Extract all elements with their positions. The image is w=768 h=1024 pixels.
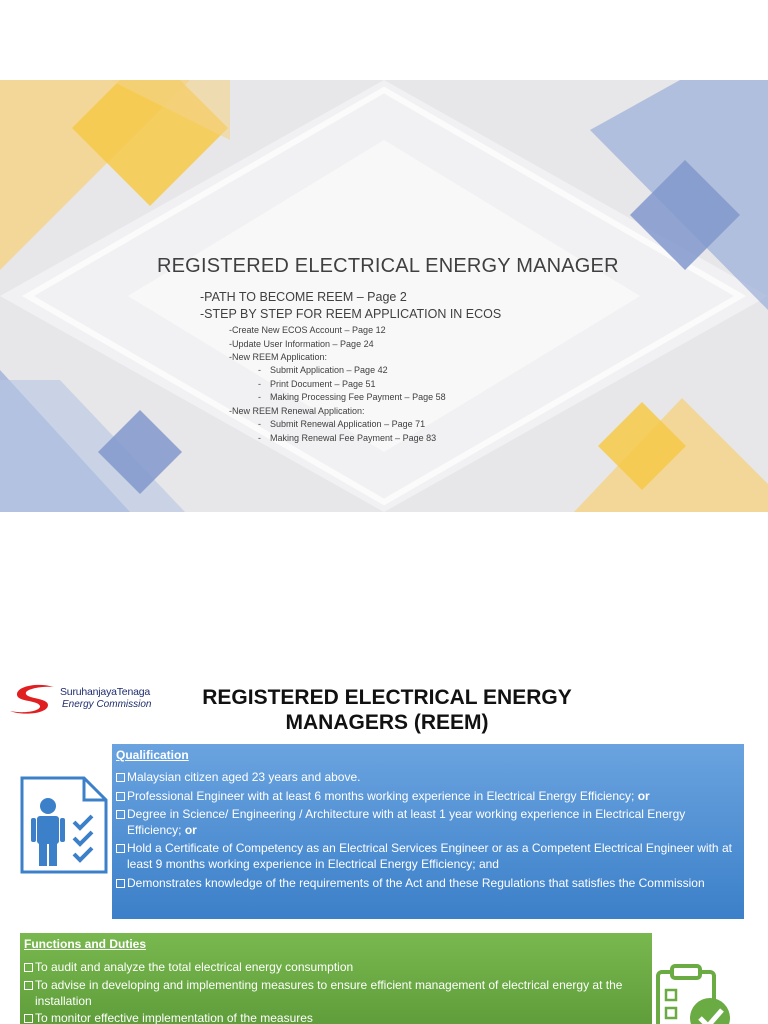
logo-swoosh-icon (8, 682, 60, 716)
qualification-item: Demonstrates knowledge of the requirements of the Act and these Regulations that satisfies the Commission (116, 876, 727, 892)
function-item: To advise in developing and implementing measures to ensure efficient management of electrical energy at the installation (24, 978, 651, 1009)
sub-item-new-application: -New REEM Application: (229, 352, 328, 362)
bullet-renewal-fee: - Making Renewal Fee Payment – Page 83 (258, 433, 437, 443)
qualification-box (112, 744, 744, 919)
energy-commission-logo (8, 682, 168, 716)
qualification-item: Professional Engineer with at least 6 months working experience in Electrical Energy Efficiency; or (116, 789, 740, 805)
reem-info-slide (0, 660, 768, 1024)
logo-text-malay: SuruhanjayaTenaga (60, 686, 151, 698)
sub-item-update-user: -Update User Information – Page 24 (229, 339, 374, 349)
checkbox-bullet-icon (24, 963, 33, 972)
checkbox-bullet-icon (116, 810, 125, 819)
sub-item-create-account: -Create New ECOS Account – Page 12 (229, 325, 386, 335)
function-item: To audit and analyze the total electrical energy consumption (24, 960, 648, 976)
qualification-heading: Qualification (116, 748, 189, 762)
slide-title: REGISTERED ELECTRICAL ENERGY MANAGER (157, 255, 619, 277)
bullet-processing-fee: - Making Processing Fee Payment – Page 58 (258, 392, 446, 402)
qualification-item: Hold a Certificate of Competency as an Electrical Services Engineer or as a Competent Electrical Engineer with at least 9 months working experience in Electrical Energy Efficiency; and (116, 841, 743, 872)
bullet-print-document: - Print Document – Page 51 (258, 379, 376, 389)
path-line: -PATH TO BECOME REEM – Page 2 (200, 290, 407, 304)
functions-duties-box (20, 933, 652, 1024)
qualification-item: Malaysian citizen aged 23 years and above. (116, 770, 740, 786)
function-item: To monitor effective implementation of the measures (24, 1011, 648, 1024)
sub-item-renewal-application: -New REEM Renewal Application: (229, 406, 365, 416)
person-checklist-icon (18, 776, 110, 874)
bullet-submit-renewal: - Submit Renewal Application – Page 71 (258, 419, 426, 429)
functions-heading: Functions and Duties (24, 937, 147, 951)
bullet-submit-application: - Submit Application – Page 42 (258, 365, 388, 375)
slide-title: REGISTERED ELECTRICAL ENERGY MANAGERS (REEM) (202, 686, 572, 734)
step-line: -STEP BY STEP FOR REEM APPLICATION IN ECOS (200, 307, 502, 321)
checkbox-bullet-icon (116, 773, 125, 782)
checkbox-bullet-icon (116, 879, 125, 888)
qualification-item: Degree in Science/ Engineering / Architecture with at least 1 year working experience in Electrical Energy Efficiency; or (116, 807, 741, 838)
clipboard-check-icon (652, 962, 742, 1024)
checkbox-bullet-icon (116, 844, 125, 853)
checkbox-bullet-icon (24, 1014, 33, 1023)
logo-text-english: Energy Commission (62, 699, 152, 710)
checkbox-bullet-icon (24, 981, 33, 990)
checkbox-bullet-icon (116, 792, 125, 801)
title-slide (0, 80, 768, 512)
